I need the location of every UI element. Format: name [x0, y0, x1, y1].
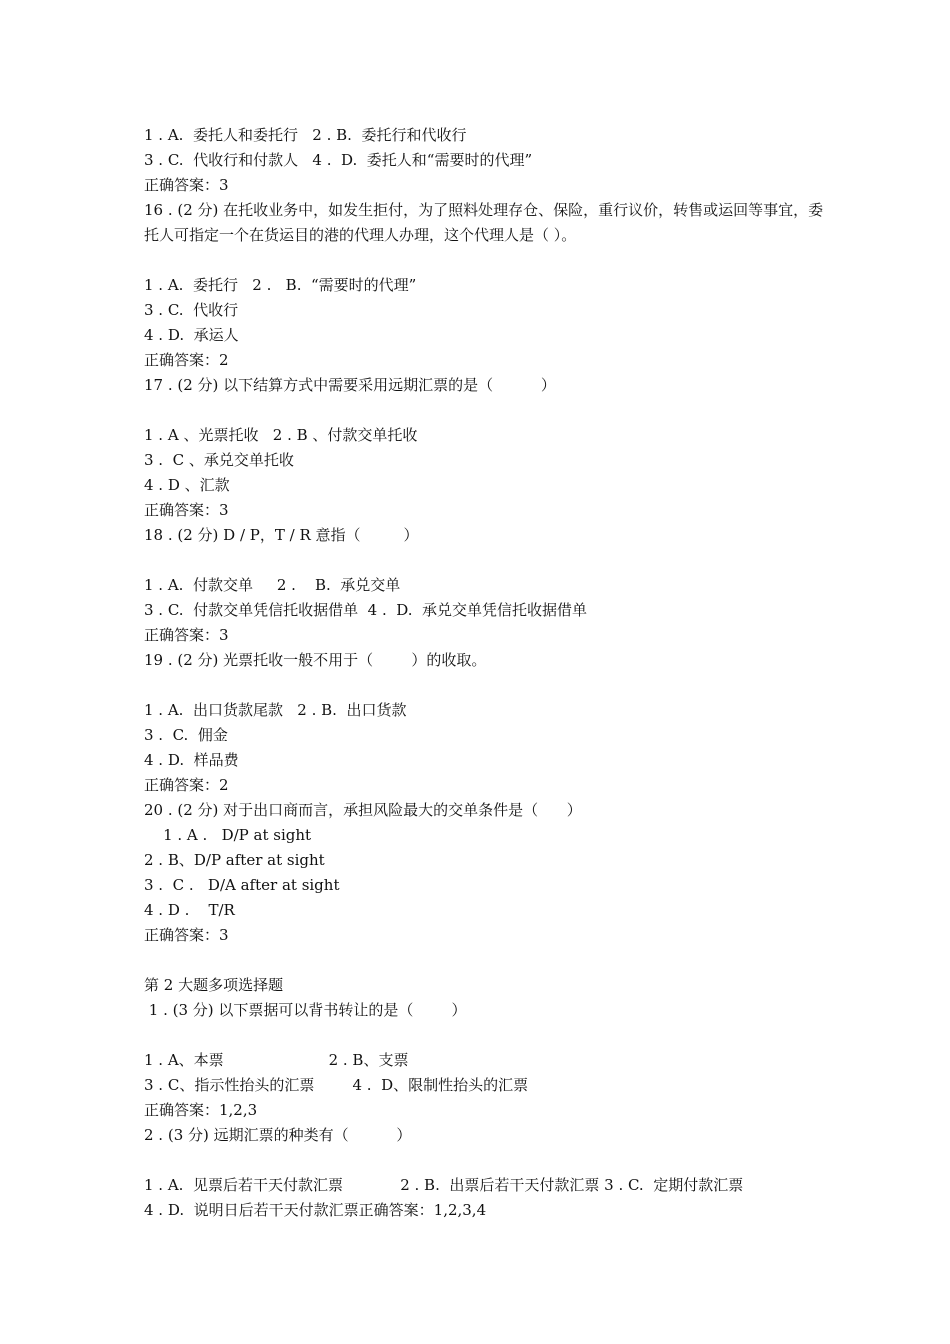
blank-line: [144, 548, 824, 573]
answer-line: 正确答案：3: [144, 926, 229, 944]
option-line: 1 . A 、光票托收 2 . B 、付款交单托收: [144, 426, 418, 444]
answer-line: 正确答案：3: [144, 626, 229, 644]
answer-line: 正确答案：3: [144, 501, 229, 519]
question-16: 16 . (2 分) 在托收业务中，如发生拒付，为了照料处理存仓、保险，重行议价，转售或运回等事宜，委托人可指定一个在货运目的港的代理人办理，这个代理人是（ ）。: [144, 201, 824, 244]
question-17: 17 . (2 分) 以下结算方式中需要采用远期汇票的是（ ）: [144, 376, 556, 394]
option-line: 1 . A. 委托行 2 . B. “需要时的代理”: [144, 276, 417, 294]
blank-line: [144, 1023, 824, 1048]
option-line: 3 . C. 代收行: [144, 301, 239, 319]
section-heading: 第 2 大题多项选择题: [144, 976, 284, 994]
answer-line: 正确答案：1,2,3: [144, 1101, 258, 1119]
option-line: 1 . A、本票 2 . B、支票: [144, 1051, 409, 1069]
option-line: 1 . A. 付款交单 2 . B. 承兑交单: [144, 576, 401, 594]
option-line: 4 . D. 样品费: [144, 751, 239, 769]
blank-line: [144, 398, 824, 423]
option-line: 1 . A. 见票后若干天付款汇票 2 . B. 出票后若干天付款汇票 3 . C. 定期付款汇票: [144, 1176, 744, 1194]
option-answer-line: 4 . D. 说明日后若干天付款汇票正确答案：1,2,3,4: [144, 1201, 487, 1219]
document-page: [144, 123, 824, 1223]
option-line: 4 . D. 承运人: [144, 326, 239, 344]
option-line: 3 . C. 付款交单凭信托收据借单 4 . D. 承兑交单凭信托收据借单: [144, 601, 588, 619]
option-line: 3 . C、指示性抬头的汇票 4 . D、限制性抬头的汇票: [144, 1076, 529, 1094]
question-18: 18 . (2 分) D / P，T / R 意指（ ）: [144, 526, 419, 544]
question-19: 19 . (2 分) 光票托收一般不用于（ ）的收取。: [144, 651, 487, 669]
question-multi-2: 2 . (3 分) 远期汇票的种类有（ ）: [144, 1126, 412, 1144]
option-line: 3 . C . D/A after at sight: [144, 876, 340, 894]
blank-line: [144, 248, 824, 273]
option-line: 3 . C. 代收行和付款人 4 . D. 委托人和“需要时的代理”: [144, 151, 533, 169]
option-line: 3 . C. 佣金: [144, 726, 228, 744]
option-line: 2 . B、D/P after at sight: [144, 851, 325, 869]
option-line: 1 . A. 出口货款尾款 2 . B. 出口货款: [144, 701, 407, 719]
option-line: 1 . A. 委托人和委托行 2 . B. 委托行和代收行: [144, 126, 467, 144]
answer-line: 正确答案：2: [144, 351, 229, 369]
answer-line: 正确答案：2: [144, 776, 229, 794]
option-line: 4 . D 、汇款: [144, 476, 230, 494]
answer-line: 正确答案：3: [144, 176, 229, 194]
blank-line: [144, 1148, 824, 1173]
option-line: 1 . A . D/P at sight: [144, 826, 312, 844]
blank-line: [144, 673, 824, 698]
option-line: 3 . C 、承兑交单托收: [144, 451, 294, 469]
question-20: 20 . (2 分) 对于出口商而言，承担风险最大的交单条件是（ ）: [144, 801, 582, 819]
blank-line: [144, 948, 824, 973]
question-multi-1: 1 . (3 分) 以下票据可以背书转让的是（ ）: [144, 1001, 467, 1019]
option-line: 4 . D . T/R: [144, 901, 235, 919]
